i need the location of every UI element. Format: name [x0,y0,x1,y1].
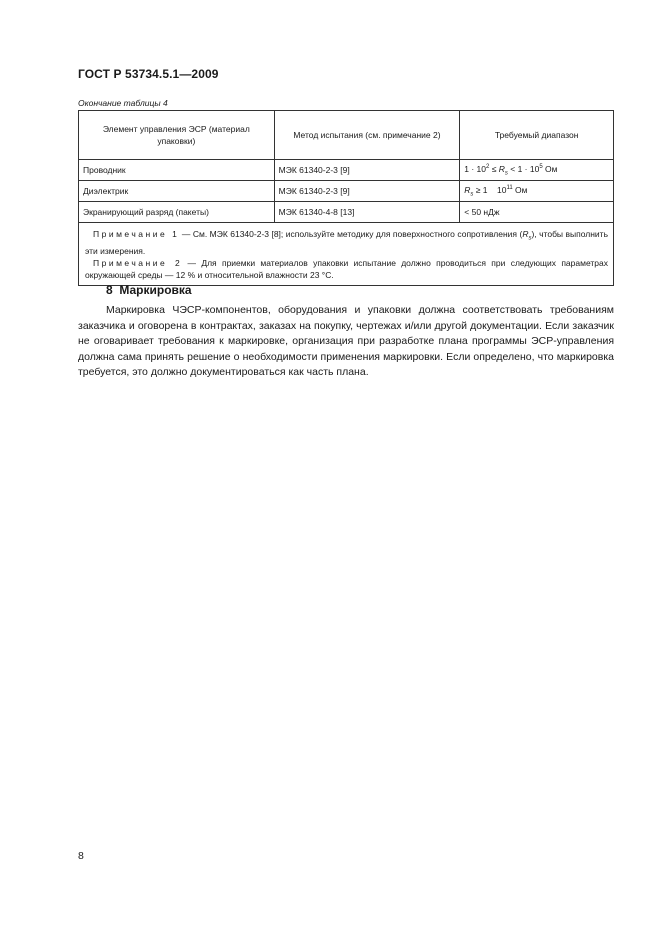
cell-method: МЭК 61340-2-3 [9] [274,181,460,202]
table-notes [79,223,614,286]
table-row [79,181,614,202]
table-row [79,202,614,223]
section-heading: 8 Маркировка [106,283,192,297]
cell-element: Проводник [79,160,275,181]
cell-range: $R_s \ge 1$ $10^{11}$ Ом [460,181,614,202]
cell-range: $1 \cdot 10^2 \le R_s < 1 \cdot 10^5$ Ом [460,160,614,181]
document-header: ГОСТ Р 53734.5.1—2009 [78,67,219,81]
cell-element: Экранирующий разряд (пакеты) [79,202,275,223]
column-header-range: Требуемый диапазон [460,111,614,160]
column-header-method: Метод испытания (см. примечание 2) [274,111,460,160]
table-caption: Окончание таблицы 4 [78,98,168,108]
page-number: 8 [78,850,84,862]
note-2: Примечание 2 — Для приемки материалов упаковки испытание должно проводиться при следующих параметрах окружающей среды — 12 % и относительной влажности 23 °С. [85,257,608,280]
esd-requirements-table [78,110,614,286]
section-paragraph: Маркировка ЧЭСР-компонентов, оборудования и упаковки должна соответствовать требованиям заказчика и оговорена в контрактах, заказах на покупку, чертежах и/или другой документации. Если заказчик не оговаривает требования к маркировке, организация при разработке плана программы ЭСР-управления должна сама принять решение о необходимости применения маркировки. Если определено, что маркировка требуется, это должно документироваться как часть плана. [78,304,614,378]
cell-method: МЭК 61340-2-3 [9] [274,160,460,181]
table-notes-row [79,223,614,286]
table-header-row [79,111,614,160]
table-row [79,160,614,181]
column-header-element: Элемент управления ЭСР (материал упаковки) [79,111,275,160]
cell-method: МЭК 61340-4-8 [13] [274,202,460,223]
note-1: Примечание 1 — См. МЭК 61340-2-3 [8]; используйте методику для поверхностного сопротивления $(R_s)$, чтобы выполнить эти измерения. [85,229,608,256]
cell-element: Диэлектрик [79,181,275,202]
section-body [78,303,614,381]
cell-range: < 50 нДж [460,202,614,223]
